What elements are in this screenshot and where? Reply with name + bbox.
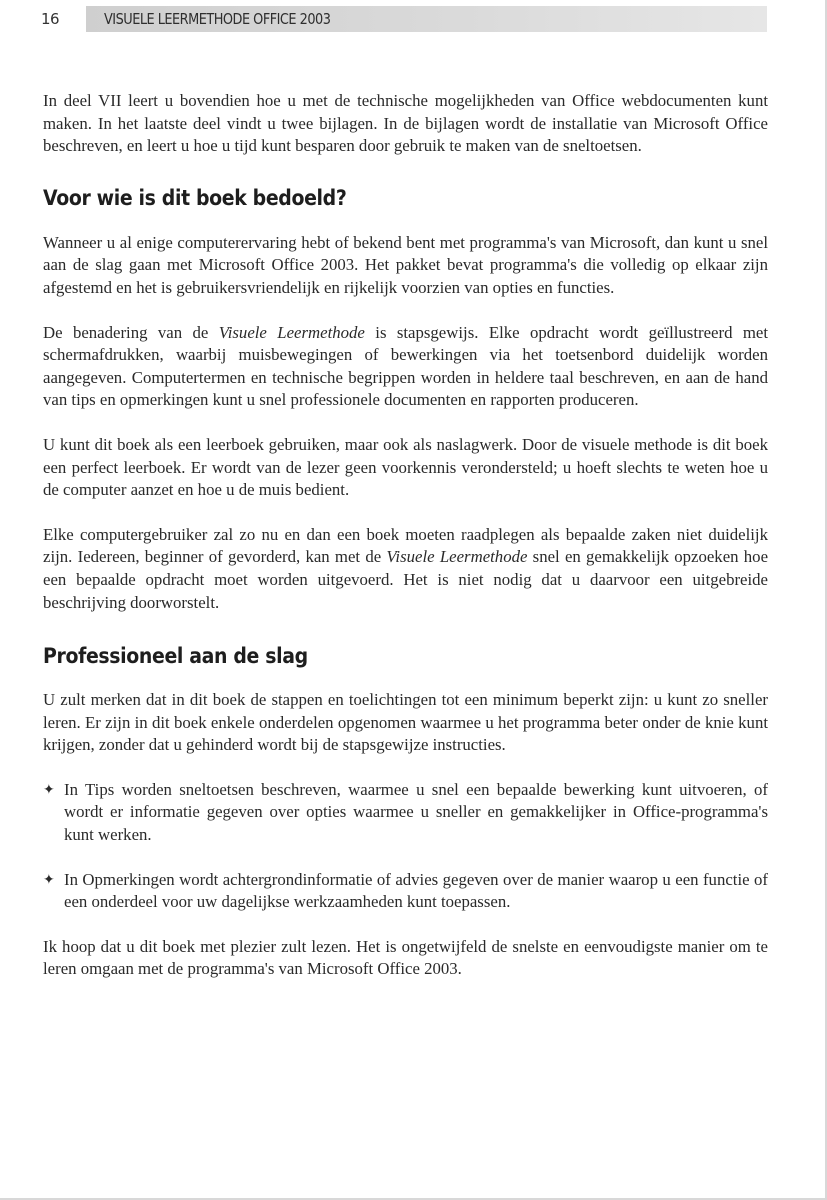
approach-text-start: De benadering van de — [43, 322, 219, 342]
paragraph-approach — [43, 322, 768, 412]
reference-text-end: snel en gemakkelijk opzoeken hoe een bepaalde opdracht moet worden uitgevoerd. Het is niet nodig dat u daarvoor een uitgebreide beschrijving doorworstelt. — [43, 547, 769, 612]
reference-method-name: Visuele Leermethode — [386, 547, 528, 567]
bullet-tips-text: In Tips worden sneltoetsen beschreven, waarmee u snel een bepaalde bewerking kunt uitvoeren, of wordt er informatie gegeven over opties waarmee u sneller en gemakkelijker in Office-programma's kunt werken. — [64, 779, 768, 845]
running-header — [0, 6, 827, 32]
running-title: VISUELE LEERMETHODE OFFICE 2003 — [104, 10, 331, 28]
diamond-bullet-icon: ✦ — [43, 781, 55, 798]
paragraph-steps: U zult merken dat in dit boek de stappen en toelichtingen tot een minimum beperkt zijn: u kunt zo sneller leren. Er zijn in dit boek enkele onderdelen opgenomen waarmee u het programma beter onder de knie kunt krijgen, zonder dat u gehinderd wordt bij de stapsgewijze instructies. — [43, 690, 768, 755]
intro-paragraph: In deel VII leert u bovendien hoe u met de technische mogelijkheden van Office webdocumenten kunt maken. In het laatste deel vindt u twee bijlagen. In de bijlagen wordt de installatie van Microsoft Office beschreven, en leert u hoe u tijd kunt besparen door gebruik te maken van de sneltoetsen. — [43, 91, 768, 156]
paragraph-reference — [43, 524, 768, 614]
page-body — [43, 90, 768, 1003]
page-number: 16 — [41, 10, 60, 28]
approach-method-name: Visuele Leermethode — [218, 322, 365, 342]
section-heading-audience: Voor wie is dit boek bedoeld? — [43, 185, 347, 210]
section-heading-professional: Professioneel aan de slag — [43, 644, 308, 669]
bullet-remarks-text: In Opmerkingen wordt achtergrondinformatie of advies gegeven over de manier waarop u een functie of een onderdeel voor uw dagelijkse werkzaamheden kunt toepassen. — [64, 869, 768, 912]
paragraph-usage: U kunt dit boek als een leerboek gebruiken, maar ook als naslagwerk. Door de visuele methode is dit boek een perfect leerboek. Er wordt van de lezer geen voorkennis verondersteld; u hoeft slechts te weten hoe u de computer aanzet en hoe u de muis bedient. — [43, 434, 768, 500]
bullet-remarks — [43, 869, 768, 914]
closing-paragraph: Ik hoop dat u dit boek met plezier zult lezen. Het is ongetwijfeld de snelste en eenvoudigste manier om te leren omgaan met de programma's van Microsoft Office 2003. — [43, 936, 768, 979]
bullet-tips — [43, 779, 768, 847]
diamond-bullet-icon: ✦ — [43, 871, 55, 888]
reference-text-start: Elke computergebruiker zal zo nu en dan een boek moeten raadplegen als bepaalde zaken niet duidelijk zijn. Iedereen, beginner of gevorderd, kan met de — [43, 524, 768, 567]
paragraph-experience: Wanneer u al enige computerervaring hebt of bekend bent met programma's van Microsoft, dan kunt u snel aan de slag gaan met Microsoft Office 2003. Het pakket bevat programma's die volledig op elkaar zijn afgestemd en het is gebruikersvriendelijk en rijkelijk voorzien van opties en functies. — [43, 232, 768, 297]
approach-text-end: is stapsgewijs. Elke opdracht wordt geïllustreerd met schermafdrukken, waarbij muisbewegingen of bewerkingen via het toetsenbord duidelijk worden aangegeven. Computertermen en technische begrippen worden in heldere taal beschreven, en aan de hand van tips en opmerkingen kunt u snel professionele documenten en rapporten produceren. — [43, 322, 769, 410]
